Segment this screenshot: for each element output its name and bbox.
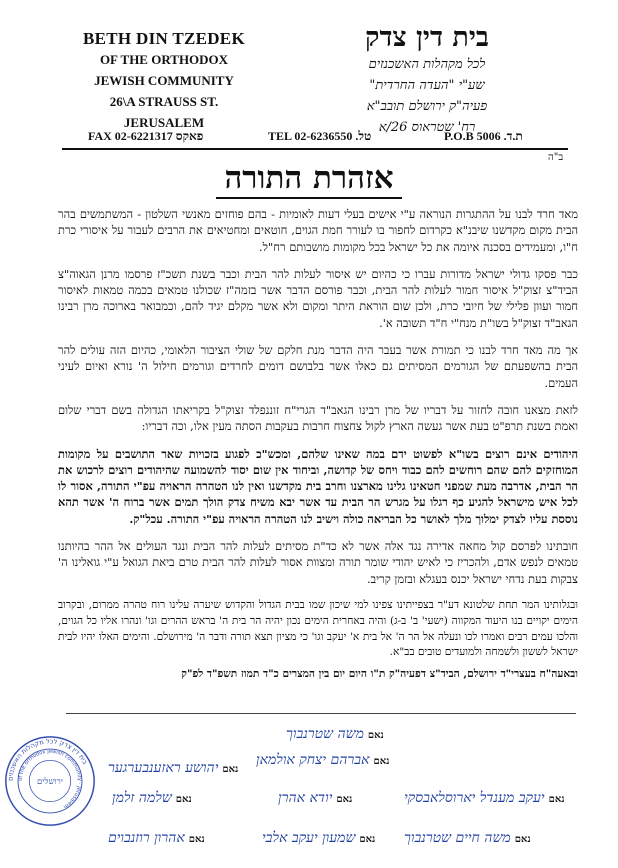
letterhead-en-line: OF THE ORTHODOX: [99, 52, 229, 67]
signature: [278, 790, 352, 807]
document-body: [58, 206, 578, 689]
signature: [108, 760, 238, 777]
english-letterhead: [64, 28, 264, 133]
header-divider: [62, 148, 568, 150]
letterhead-he-line: פעיה"ק ירושלם תובב"א: [366, 99, 488, 114]
signature-name: יהושע ראזענבערגער: [108, 760, 219, 776]
signature: [108, 830, 205, 847]
title-underline: [216, 197, 402, 199]
fax-number: FAX 02-6221317 פאקס: [88, 129, 204, 143]
letterhead-he-line: שע"י "העדה החרדית": [369, 78, 485, 93]
signature-label: נאם: [359, 834, 376, 845]
paragraph: מאד חרד לבנו על ההתגרות הנוראה ע"י אישים בעלי דעות לאומיות - בהם פוחזים מאנשי השלטון - המשתמשים בהר הבית מקום מקדשנו שיבנ"א כקרדום לחפור בו לעורר חמת הגוים, חוטאים ומחטיאים את הרבים לעבור על איסורי כרת ח"ו, ומעמידים בסכנה איומה את כל ישראל בכל מקומות מושבותם רח"ל.: [58, 207, 578, 254]
signature: [286, 726, 384, 743]
signature-label: נאם: [548, 794, 565, 805]
signature: [256, 752, 389, 769]
closing-line: ובאעה"ח בעצרי"ד ירושלם, הביד"צ דפעיה"ק ת"ו היום יום בין המצרים כ"ד תמוז תשפ"ד לפ"ק: [181, 668, 578, 681]
signature-label: נאם: [175, 794, 192, 805]
letterhead-he-line: רח' שטראוס 26/א: [378, 120, 476, 135]
document-title: אזהרת התורה: [224, 160, 394, 196]
signature-label: נאם: [373, 756, 390, 767]
signature-label: נאם: [367, 730, 384, 741]
letterhead-en-line: BETH DIN TZEDEK: [83, 29, 245, 48]
signature-name: אברהם יצחק אולמאן: [256, 752, 370, 768]
signature-name: יודא אהרן: [278, 790, 333, 806]
signature-name: משה חיים שטרנבוך: [404, 830, 511, 846]
letterhead-en-line: JERUSALEM: [123, 115, 205, 130]
quoted-statement: היהודים אינם רוצים בשו"א לפשוט ידם במה שאינו שלהם, ומכש"כ לפגוע בזכויות שאר התושבים על מקומות המוחזקים להם שהם רוחשים להם כבוד ויחס של קדושה, וביחוד אין שום יסוד להשמועה שהיהודים רוצים לרכוש את הר הבית, אדרבה מעת שמפני חטאינו גלינו מארצנו וחרב בית מקדשנו ואין לנו הטהרה הראויה עפ"י התורה, אסור לו לכל איש מישראל להגיע כף רגלו על מגרש הר הבית עד אשר יבא משיח צדק הולך תמים אשר ברוח ה' אשר תהא נוססת עליו לצדק ימלוך מלך לאושר כל הבריאה כולה וישיב לנו הטהרה הראויה עפ"י התורה. עכל"ק.: [58, 446, 578, 526]
paragraph: כבר פסקו גדולי ישראל מדורות עברו כי כהיום יש איסור לעלות להר הבית וכבר בשנת תשכ"ז פרסמו מרנן הגאוה"צ הביד"צ זצוק"ל איסור חמור לעלות להר הבית, וכבר פורסם הדבר אשר בזמה"ז שכולנו טמאים בכמה טמאות לאיסור חמור ועוון פלילי של חיובי כרת, ולכן שום הוראת היתר ומקום ולא אשר מקלם יגיד להם, וכמבואר בארוכה מרן רבינו הגאב"ד זצוק"ל בשו"ת מנח"י ח"ד תשובה א'.: [58, 266, 578, 330]
signature-divider: [66, 713, 576, 714]
beth-din-stamp: [3, 734, 97, 828]
letterhead-he-line: לכל מקהלות האשכנזים: [368, 57, 486, 72]
paragraph: ובגלותינו המר תחת שלטונא דע"ר בצפייתינו צפינו למי שיכון שמו בבית הגדול והקדוש שיערה עלינו רוח טהרה ממרום, ובקרוב הימים יקויים בנו היעוד המקווה (ישעי' ב' ב-ג) והיה באחרית הימים נכון יהיה הר בית ה' בראש ההרים וגו' ונהרו אליו כל הגוים, והלכו עמים רבים ואמרו לכו ונעלה אל הר ה' אל בית א' יעקב וגו' כי מציון תצא תורה ודבר ה' מירושלם. והימים האלו יהיו לבית ישראל לששון ולשמחה ולמועדים טובים בב"א.: [58, 598, 578, 659]
signature-name: שמעון יעקב אלבי: [262, 830, 356, 846]
po-box: ת.ד. P.O.B 5006: [444, 129, 523, 143]
signature-label: נאם: [222, 764, 239, 775]
paragraph: חובתינו לפרסם קול מחאה אדירה נגד אלה אשר לא כד"ת מסיתים לעלות להר הבית ונגד העולים אל ההר בהיותנו טמאים לנפש אדם, ולהכריז כי לאיש יהודי שומר תורה ומצוות אסור לעלות להר הבית טרם ביאת הגואל ע"י גואלינו ה' צבקות בעת נדחי ישראל יכנס בעגלא ובזמן קריב.: [58, 539, 578, 586]
signature: [404, 830, 531, 847]
paragraph: לזאת מצאנו חובה לחזור על דבריו של מרן רבינו הגאב"ד הגרי"ח זוננפלד זצוק"ל בקריאתו הגדולה בשם דברי שלום ואמת בשנת תרפ"ט בעת אשר געשה הארץ לקול צחצוח חרבות בעקבות הסתה מעין אלו, וכה דבריו:: [58, 402, 578, 434]
letterhead-en-line: 26\A STRAUSS ST.: [109, 94, 219, 109]
signature-name: אהרון רוזנבוים: [108, 830, 185, 846]
signature-name: שלמה זלמן: [112, 790, 172, 806]
stamp-english-text: of the orthodox jewish community · Jerusalem: [17, 748, 83, 810]
signature-label: נאם: [188, 834, 205, 845]
signature-label: נאם: [336, 794, 353, 805]
tel-number: TEL 02-6236550 .טל: [268, 129, 372, 143]
letterhead-en-line: JEWISH COMMUNITY: [94, 73, 234, 88]
stamp-center-text: ירושלים: [37, 775, 63, 786]
signature: [404, 790, 565, 807]
signature-name: משה שטרנבוך: [286, 726, 364, 742]
signature: [262, 830, 375, 847]
paragraph: אך מה מאד חרד לבנו כי תמורת אשר בעבר היה הדבר מנת חלקם של שולי הציבור הלאומי, כהיום הזה עולים להר הבית בהשפעתם של הגורמים המסיתים גם כאלו אשר בלבושם דומים לחרדים וגורמים חילול ה' נורא ואיום לעיני העמים.: [58, 343, 578, 390]
signature-label: נאם: [514, 834, 531, 845]
letterhead-he-title: בית דין צדק: [365, 22, 489, 53]
hebrew-letterhead: [292, 22, 562, 138]
bh-mark: ב"ה: [548, 152, 564, 163]
signature: [112, 790, 192, 807]
stamp-outer-text: בית דין צדק לכל מקהלות האשכנזים: [6, 737, 90, 782]
signature-name: יעקב מענדל יארוסלאבסקי: [404, 790, 545, 806]
